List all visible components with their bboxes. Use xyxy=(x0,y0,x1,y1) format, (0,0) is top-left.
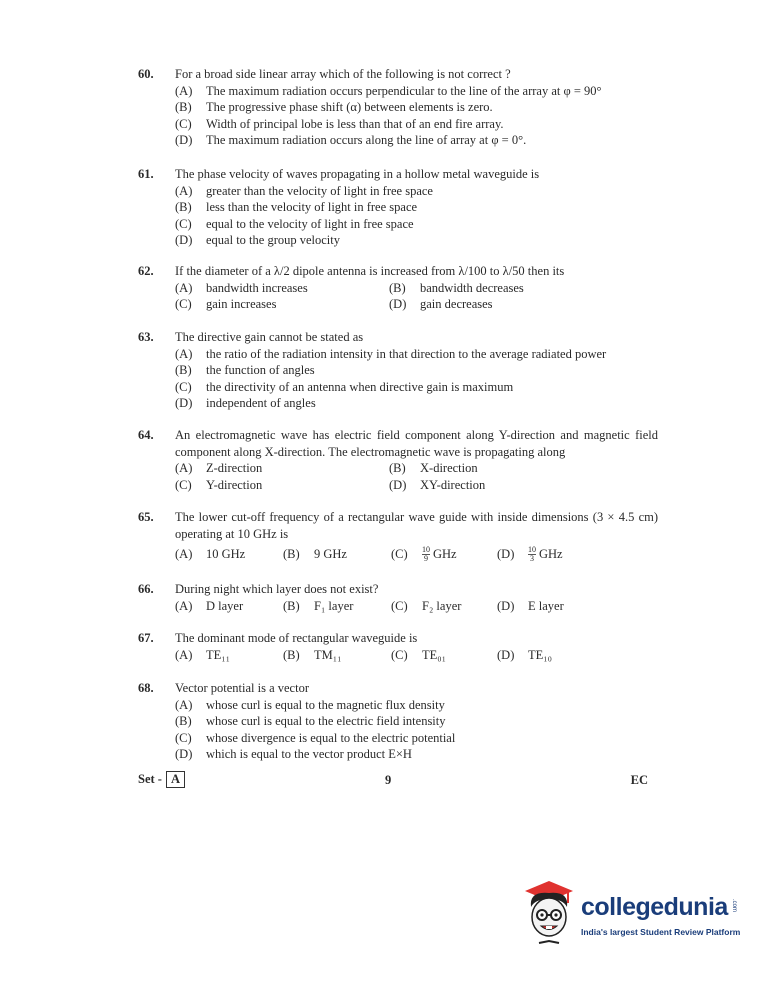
question-67 xyxy=(138,630,658,663)
option-a: (A) greater than the velocity of light in free space xyxy=(175,183,433,198)
question-68 xyxy=(138,680,658,763)
subject-code: EC xyxy=(630,773,648,787)
option-d: (D) The maximum radiation occurs along the line of array at φ = 0°. xyxy=(175,133,527,147)
option-b: (B) X-direction xyxy=(389,461,478,475)
question-text: The dominant mode of rectangular waveguide is xyxy=(175,631,418,645)
option-c: (C) Width of principal lobe is less than that of an end fire array. xyxy=(175,116,504,131)
question-number: 68. xyxy=(138,681,154,695)
logo-tagline: India's largest Student Review Platform xyxy=(581,927,741,937)
option-b: (B) bandwidth decreases xyxy=(389,280,524,295)
fraction: $\frac{10}{3}$ xyxy=(528,545,536,563)
question-number: 62. xyxy=(138,264,154,278)
mascot-icon xyxy=(519,877,579,957)
option-row xyxy=(175,460,658,477)
option-b: (B) 9 GHz xyxy=(283,547,347,561)
option-c: (C) TE₀₁ xyxy=(391,647,446,662)
question-text: The phase velocity of waves propagating in a hollow metal waveguide is xyxy=(175,167,540,181)
collegedunia-logo xyxy=(519,877,744,957)
page-number: 9 xyxy=(385,773,392,787)
option-b: (B) The progressive phase shift (α) between elements is zero. xyxy=(175,100,493,114)
option-a: (A) whose curl is equal to the magnetic flux density xyxy=(175,697,445,712)
option-d: (D) $\frac{10}{3}$ GHz xyxy=(497,545,563,563)
option-d: (D) equal to the group velocity xyxy=(175,233,340,247)
option-row xyxy=(175,598,658,615)
question-number: 60. xyxy=(138,67,154,81)
question-number: 65. xyxy=(138,510,154,524)
question-63 xyxy=(138,329,658,412)
option-d: (D) TE₁₀ xyxy=(497,647,552,662)
option-row xyxy=(175,546,658,563)
page-footer xyxy=(138,771,648,788)
option-b: (B) less than the velocity of light in free space xyxy=(175,200,418,214)
question-60 xyxy=(138,66,658,149)
question-number: 66. xyxy=(138,582,154,596)
option-c: (C) F₂ layer xyxy=(391,598,462,613)
question-62 xyxy=(138,263,658,313)
option-row xyxy=(175,296,658,313)
option-c: (C) whose divergence is equal to the electric potential xyxy=(175,730,456,745)
option-c: (C) gain increases xyxy=(175,297,277,311)
fraction: $\frac{10}{9}$ xyxy=(422,545,430,563)
option-c: (C) equal to the velocity of light in free space xyxy=(175,216,414,231)
option-row xyxy=(175,477,658,494)
question-text: For a broad side linear array which of the following is not correct ? xyxy=(175,67,511,81)
set-value-box: A xyxy=(166,771,185,788)
question-text: If the diameter of a λ/2 dipole antenna is increased from λ/100 to λ/50 then its xyxy=(175,264,565,278)
option-c: (C) Y-direction xyxy=(175,477,263,492)
question-text: The lower cut-off frequency of a rectangular wave guide with inside dimensions (3 × 4.5 cm) operating at 10 GHz is xyxy=(175,510,658,541)
option-a: (A) Z-direction xyxy=(175,461,263,475)
question-text: Vector potential is a vector xyxy=(175,681,309,695)
question-text: During night which layer does not exist? xyxy=(175,582,379,596)
question-number: 67. xyxy=(138,631,154,645)
question-number: 63. xyxy=(138,330,154,344)
option-b: (B) the function of angles xyxy=(175,363,315,377)
option-b: (B) whose curl is equal to the electric field intensity xyxy=(175,714,446,728)
option-d: (D) XY-direction xyxy=(389,477,486,492)
option-row xyxy=(175,280,658,297)
question-text: An electromagnetic wave has electric field component along Y-direction and magnetic field component along X-direction. The electromagnetic wave is propagating along xyxy=(175,428,658,459)
option-c: (C) $\frac{10}{9}$ GHz xyxy=(391,545,457,563)
question-64 xyxy=(138,427,658,493)
question-61 xyxy=(138,166,658,249)
option-b: (B) TM₁₁ xyxy=(283,647,342,662)
logo-suffix: .com xyxy=(731,899,737,913)
option-b: (B) F₁ layer xyxy=(283,598,354,613)
question-number: 64. xyxy=(138,428,154,442)
option-a: (A) bandwidth increases xyxy=(175,280,308,295)
option-a: (A) D layer xyxy=(175,598,244,613)
logo-name: collegedunia xyxy=(581,893,728,921)
question-65 xyxy=(138,509,658,563)
question-number: 61. xyxy=(138,167,154,181)
option-d: (D) E layer xyxy=(497,598,564,613)
option-d: (D) independent of angles xyxy=(175,396,316,410)
option-a: (A) 10 GHz xyxy=(175,547,246,561)
option-a: (A) TE₁₁ xyxy=(175,647,230,662)
option-row xyxy=(175,647,658,664)
option-a: (A) The maximum radiation occurs perpendicular to the line of the array at φ = 90° xyxy=(175,83,602,98)
question-text: The directive gain cannot be stated as xyxy=(175,330,364,344)
question-66 xyxy=(138,581,658,614)
set-label: Set - xyxy=(138,772,162,786)
option-a: (A) the ratio of the radiation intensity in that direction to the average radiated power xyxy=(175,346,607,361)
option-d: (D) gain decreases xyxy=(389,297,493,311)
option-c: (C) the directivity of an antenna when directive gain is maximum xyxy=(175,379,514,394)
option-d: (D) which is equal to the vector product E×H xyxy=(175,747,412,761)
